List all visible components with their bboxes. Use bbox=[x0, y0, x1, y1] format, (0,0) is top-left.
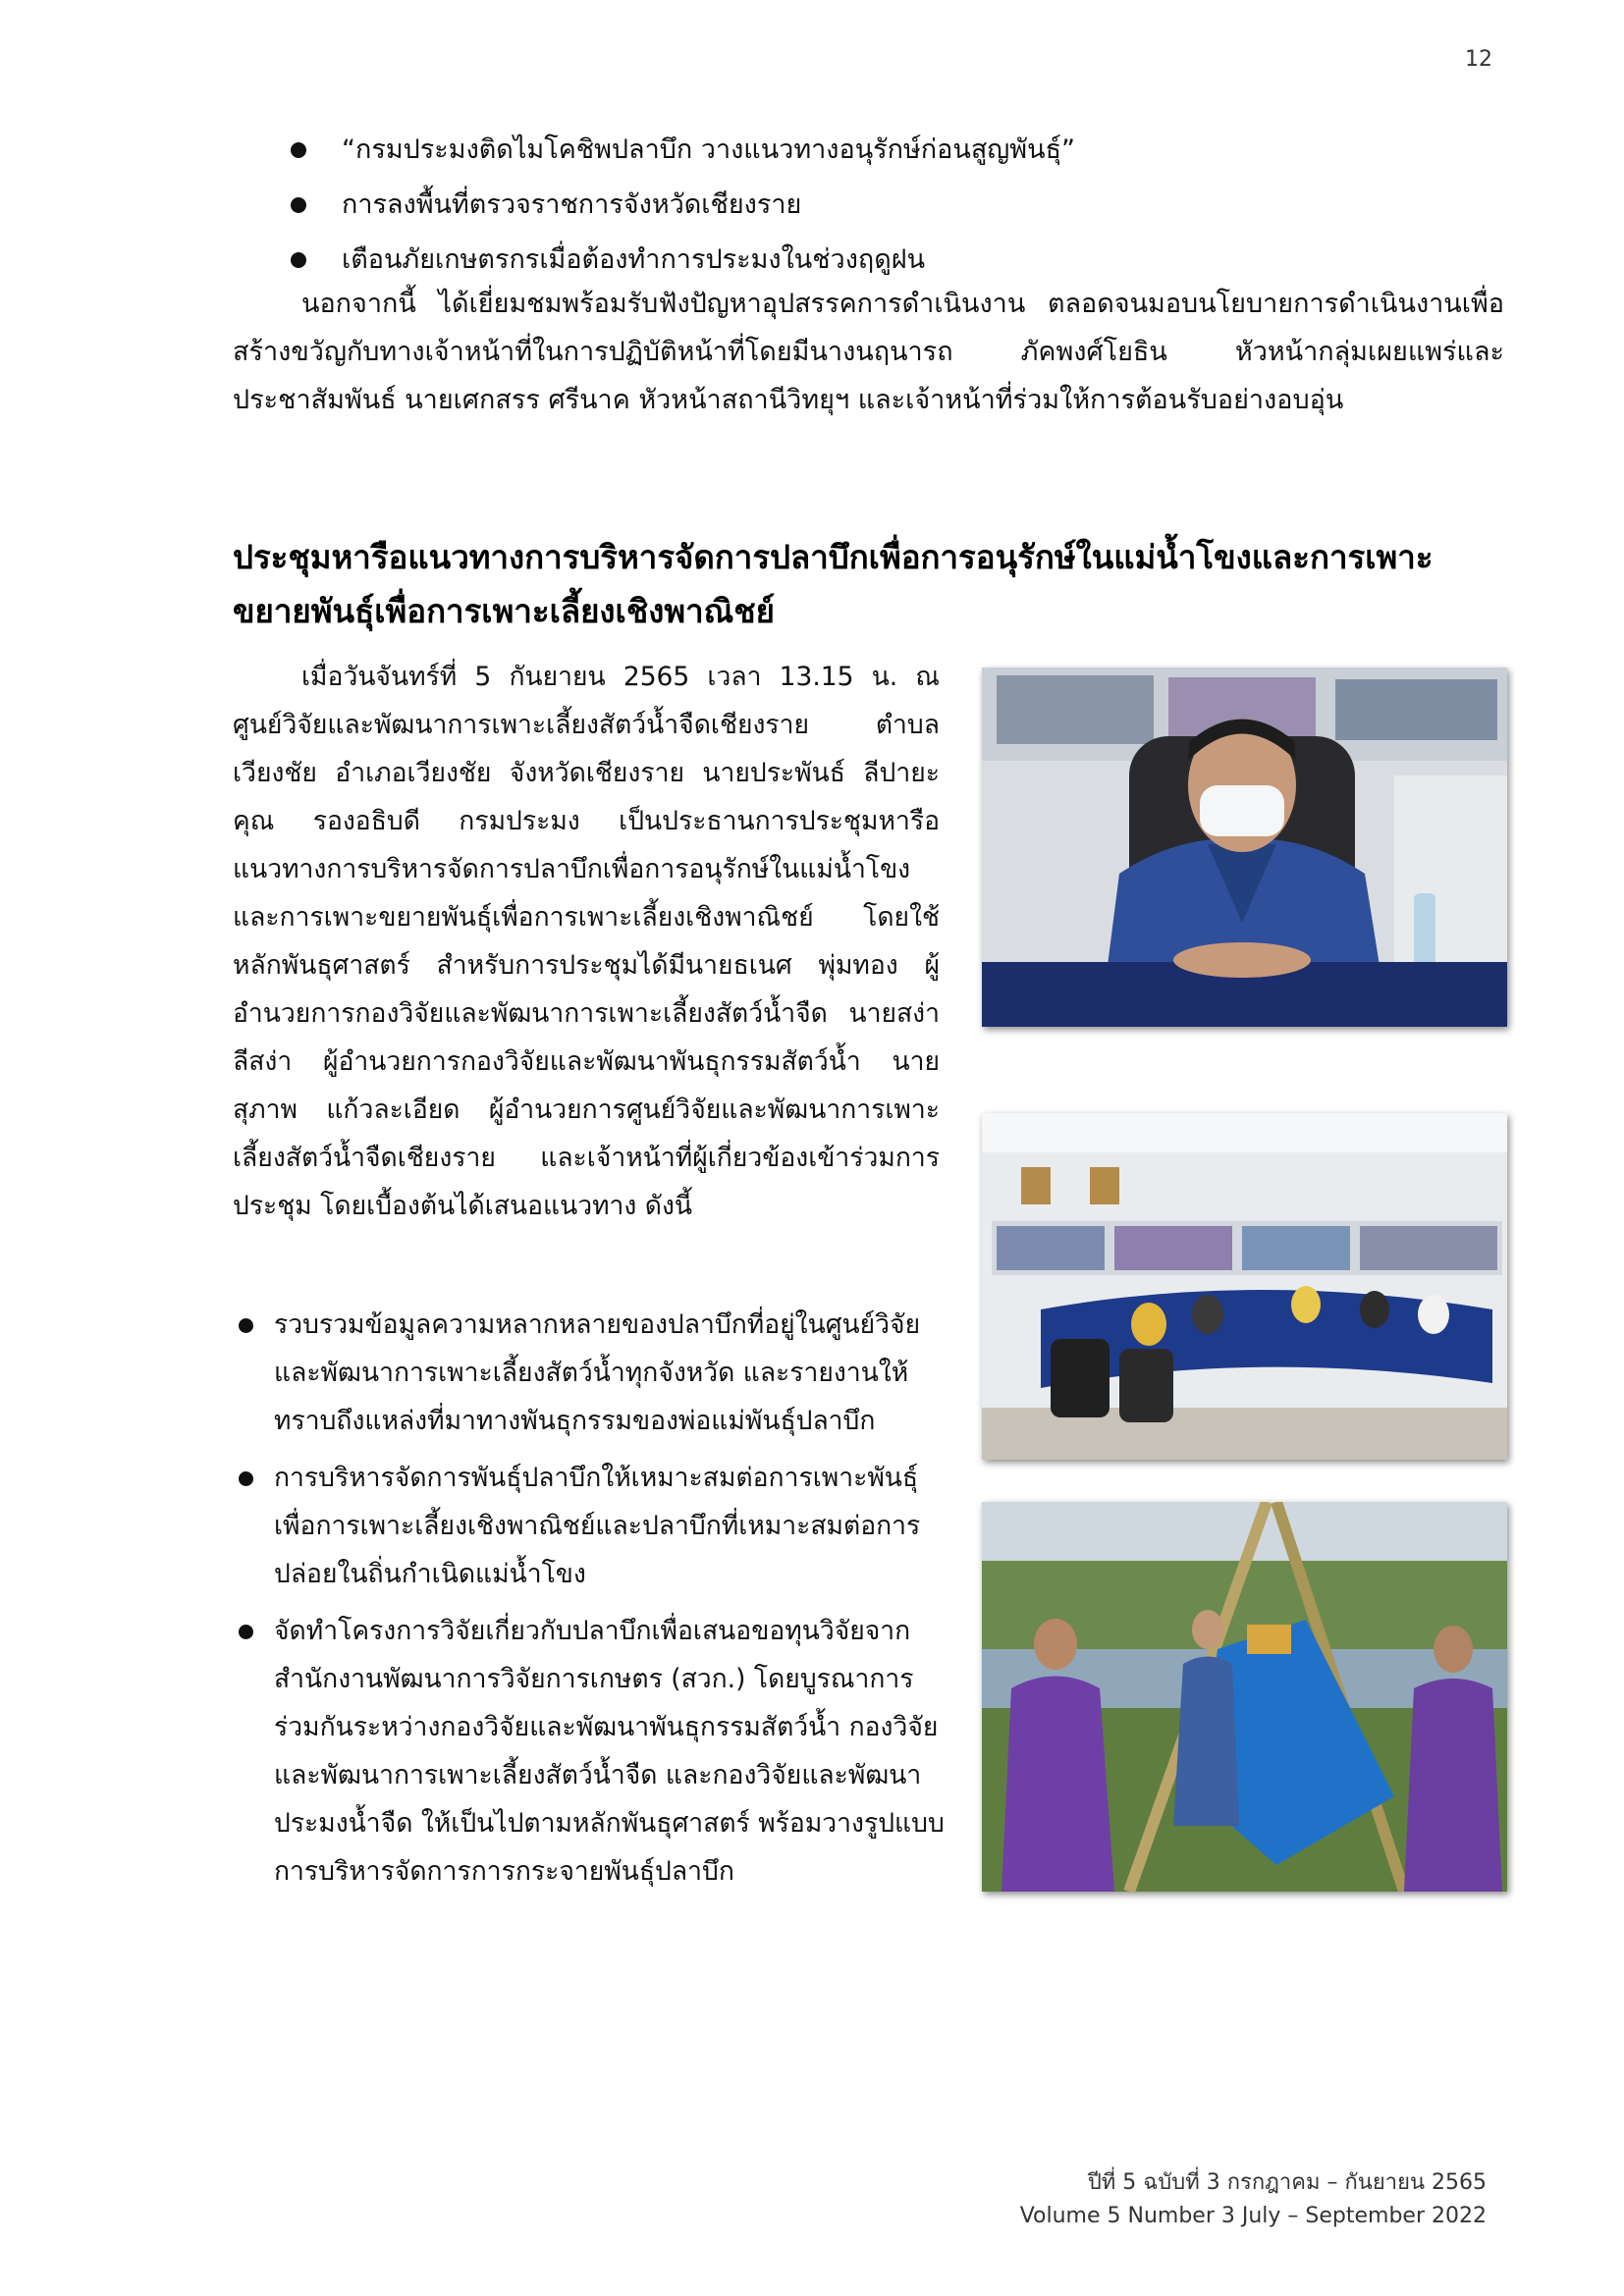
photo-conference-room-meeting bbox=[982, 1113, 1507, 1460]
bullet-text: รวบรวมข้อมูลความหลากหลายของปลาบึกที่อยู่ในศูนย์วิจัยและพัฒนาการเพาะเลี้ยงสัตว์น้ำทุกจังหวัด และรายงานให้ทราบถึงแหล่งที่มาทางพันธุกรรมของพ่อแม่พันธุ์ปลาบึก bbox=[274, 1309, 921, 1436]
section-title: ประชุมหารือแนวทางการบริหารจัดการปลาบึกเพื่อการอนุรักษ์ในแม่น้ำโขงและการเพาะขยายพันธุ์เพื่อการเพาะเลี้ยงเชิงพาณิชย์ bbox=[233, 538, 1434, 630]
footer-issue-english: Volume 5 Number 3 July – September 2022 bbox=[1019, 2204, 1487, 2228]
bullet-item bbox=[285, 123, 1502, 178]
bullet-dot-icon bbox=[291, 197, 306, 213]
bullet-dot-icon bbox=[291, 142, 306, 158]
bullet-dot-icon bbox=[239, 1625, 253, 1639]
bullet-text: เตือนภัยเกษตรกรเมื่อต้องทำการประมงในช่วงฤดูฝน bbox=[342, 244, 926, 275]
bullet-item bbox=[285, 178, 1502, 233]
footer-issue-thai: ปีที่ 5 ฉบับที่ 3 กรกฎาคม – กันยายน 2565 bbox=[1087, 2170, 1487, 2195]
top-bullet-list bbox=[285, 123, 1502, 288]
bullet-dot-icon bbox=[239, 1318, 253, 1333]
bullet-text: “กรมประมงติดไมโคชิพปลาบึก วางแนวทางอนุรักษ์ก่อนสูญพันธุ์” bbox=[342, 134, 1076, 165]
body-bullet-list bbox=[233, 1301, 954, 1904]
bullet-dot-icon bbox=[291, 252, 306, 268]
bullet-item bbox=[233, 1454, 954, 1598]
bullet-text: การบริหารจัดการพันธุ์ปลาบึกให้เหมาะสมต่อการเพาะพันธุ์เพื่อการเพาะเลี้ยงเชิงพาณิชย์และปลาบึกที่เหมาะสมต่อการปล่อยในถิ่นกำเนิดแม่น้ำโขง bbox=[274, 1463, 921, 1589]
bullet-item bbox=[233, 1607, 954, 1896]
bullet-text: การลงพื้นที่ตรวจราชการจังหวัดเชียงราย bbox=[342, 189, 802, 220]
bullet-text: จัดทำโครงการวิจัยเกี่ยวกับปลาบึกเพื่อเสนอขอทุนวิจัยจากสำนักงานพัฒนาการวิจัยการเกษตร (สวก.) โดยบูรณาการร่วมกันระหว่างกองวิจัยและพัฒนาพันธุกรรมสัตว์น้ำ กองวิจัยและพัฒนาการเพาะเลี้ยงสัตว์น้ำจืด และกองวิจัยและพัฒนาประมงน้ำจืด ให้เป็นไปตามหลักพันธุศาสตร์ พร้อมวางรูปแบบการบริหารจัดการการกระจายพันธุ์ปลาบึก bbox=[274, 1616, 945, 1887]
bullet-item bbox=[233, 1301, 954, 1445]
photo-deputy-director-at-meeting bbox=[982, 667, 1507, 1027]
body-paragraph: เมื่อวันจันทร์ที่ 5 กันยายน 2565 เวลา 13.15 น. ณ ศูนย์วิจัยและพัฒนาการเพาะเลี้ยงสัตว์น้ำจืดเชียงราย ตำบลเวียงชัย อำเภอเวียงชัย จังหวัดเชียงราย นายประพันธ์ ลีปายะคุณ รองอธิบดี กรมประมง เป็นประธานการประชุมหารือแนวทางการบริหารจัดการปลาบึกเพื่อการอนุรักษ์ในแม่น้ำโขงและการเพาะขยายพันธุ์เพื่อการเพาะเลี้ยงเชิงพาณิชย์ โดยใช้หลักพันธุศาสตร์ สำหรับการประชุมได้มีนายธเนศ พุ่มทอง ผู้อำนวยการกองวิจัยและพัฒนาการเพาะเลี้ยงสัตว์น้ำจืด นายสง่า ลีสง่า ผู้อำนวยการกองวิจัยและพัฒนาพันธุกรรมสัตว์น้ำ นายสุภาพ แก้วละเอียด ผู้อำนวยการศูนย์วิจัยและพัฒนาการเพาะเลี้ยงสัตว์น้ำจืดเชียงราย และเจ้าหน้าที่ผู้เกี่ยวข้องเข้าร่วมการประชุม โดยเบื้องต้นได้เสนอแนวทาง ดังนี้ bbox=[233, 662, 940, 1221]
bullet-dot-icon bbox=[239, 1471, 253, 1486]
intro-paragraph: นอกจากนี้ ได้เยี่ยมชมพร้อมรับฟังปัญหาอุปสรรคการดำเนินงาน ตลอดจนมอบนโยบายการดำเนินงานเพื่อสร้างขวัญกับทางเจ้าหน้าที่ในการปฏิบัติหน้าที่โดยมีนางนฤนารถ ภัคพงศ์โยธิน หัวหน้ากลุ่มเผยแพร่และประชาสัมพันธ์ นายเศกสรร ศรีนาค หัวหน้าสถานีวิทยุฯ และเจ้าหน้าที่ร่วมให้การต้อนรับอย่างอบอุ่น bbox=[233, 289, 1504, 415]
page-number: 12 bbox=[1465, 47, 1492, 72]
photo-outdoor-fish-weighing bbox=[982, 1502, 1507, 1892]
